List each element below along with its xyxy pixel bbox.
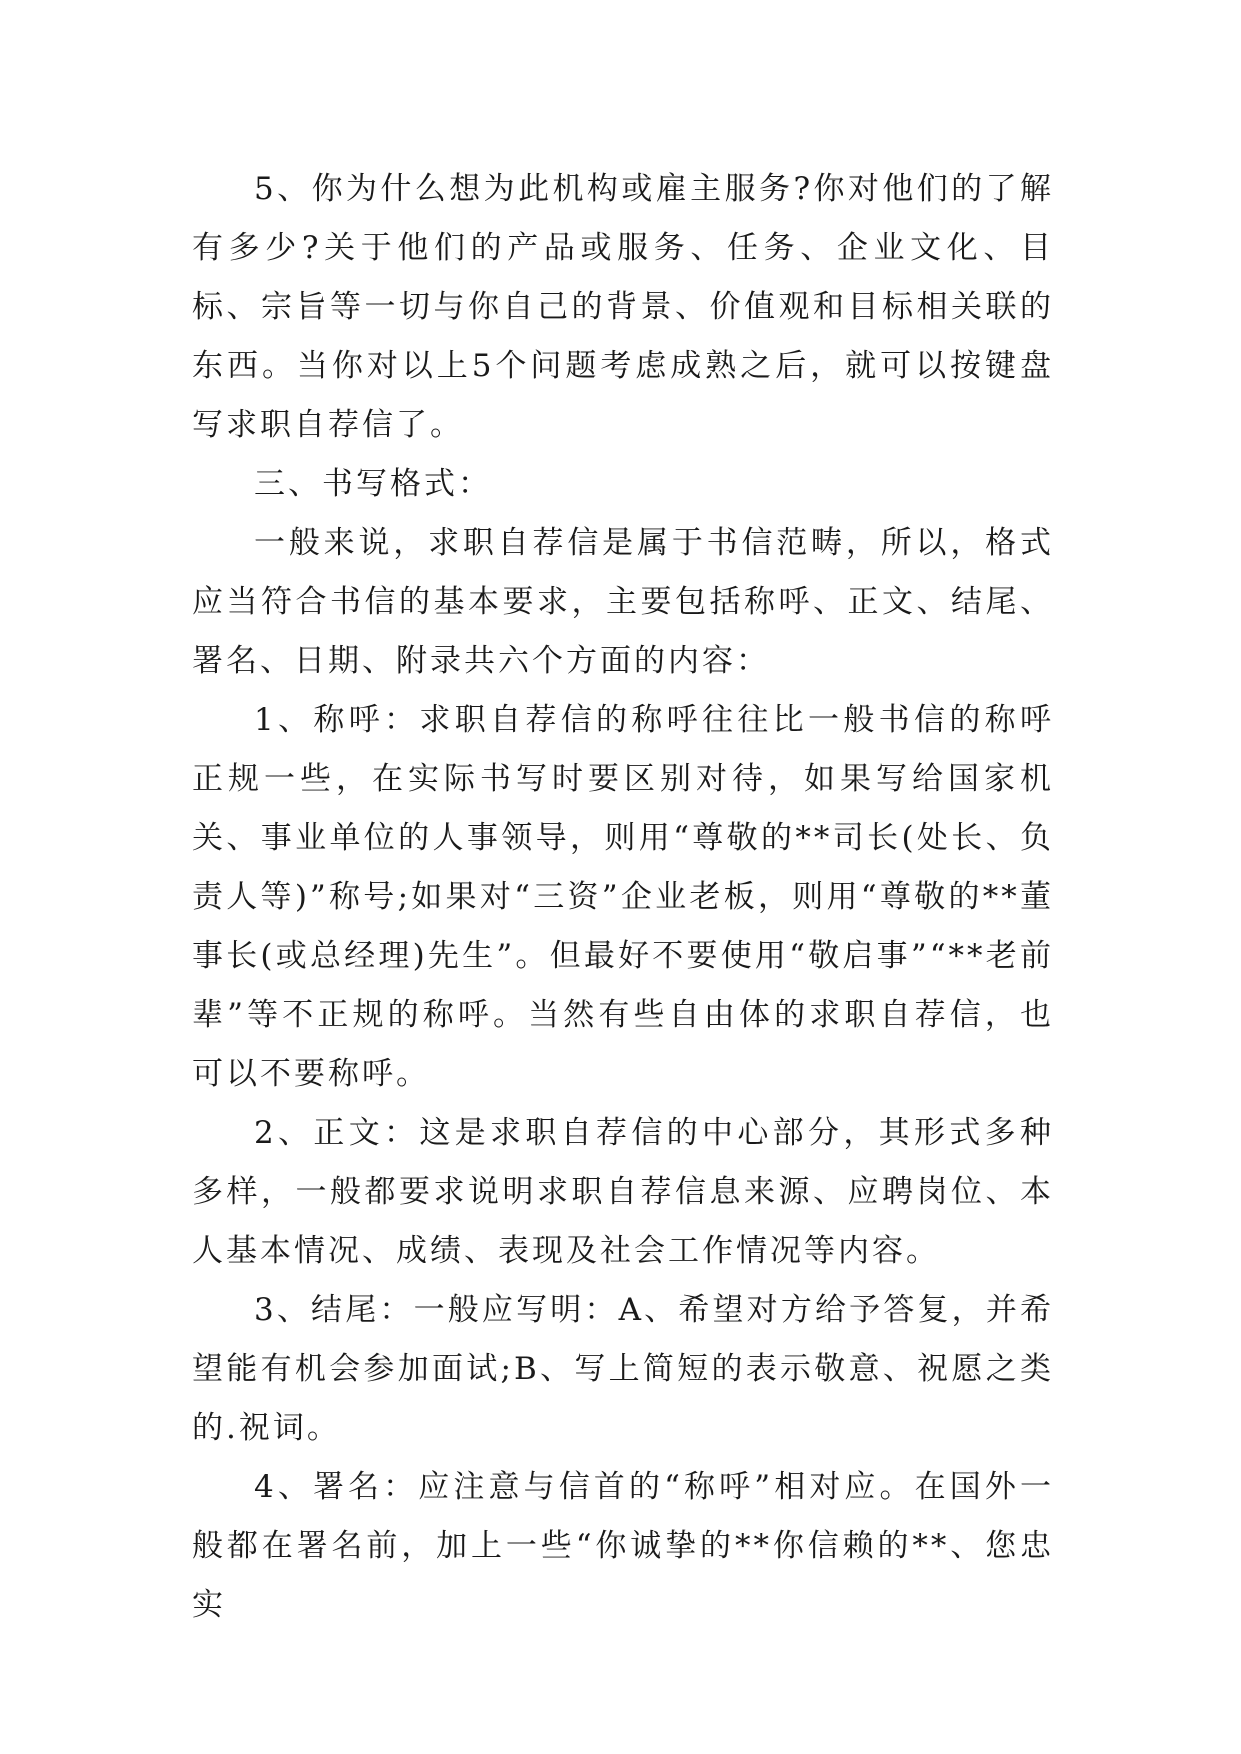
paragraph-format-overview: 一般来说，求职自荐信是属于书信范畴，所以，格式应当符合书信的基本要求，主要包括称呼、正文、结尾、署名、日期、附录共六个方面的内容： bbox=[192, 525, 1054, 679]
paragraph-closing: 3、结尾：一般应写明：A、希望对方给予答复，并希望能有机会参加面试;B、写上简短的表示敬意、祝愿之类的.祝词。 bbox=[192, 1292, 1054, 1446]
section-heading-writing-format: 三、书写格式： bbox=[254, 466, 492, 502]
paragraph-signature: 4、署名：应注意与信首的“称呼”相对应。在国外一般都在署名前，加上一些“你诚挚的**你信赖的**、您忠实 bbox=[192, 1469, 1054, 1623]
paragraph-question-5: 5、你为什么想为此机构或雇主服务?你对他们的了解有多少?关于他们的产品或服务、任务、企业文化、目标、宗旨等一切与你自己的背景、价值观和目标相关联的东西。当你对以上5个问题考虑成熟之后，就可以按键盘写求职自荐信了。 bbox=[192, 171, 1054, 443]
paragraph-salutation: 1、称呼：求职自荐信的称呼往往比一般书信的称呼正规一些，在实际书写时要区别对待，如果写给国家机关、事业单位的人事领导，则用“尊敬的**司长(处长、负责人等)”称号;如果对“三资”企业老板，则用“尊敬的**董事长(或总经理)先生”。但最好不要使用“敬启事”“**老前辈”等不正规的称呼。当然有些自由体的求职自荐信，也可以不要称呼。 bbox=[192, 702, 1054, 1092]
document-body bbox=[192, 160, 1054, 1635]
paragraph-body-text: 2、正文：这是求职自荐信的中心部分，其形式多种多样，一般都要求说明求职自荐信息来源、应聘岗位、本人基本情况、成绩、表现及社会工作情况等内容。 bbox=[192, 1115, 1054, 1269]
